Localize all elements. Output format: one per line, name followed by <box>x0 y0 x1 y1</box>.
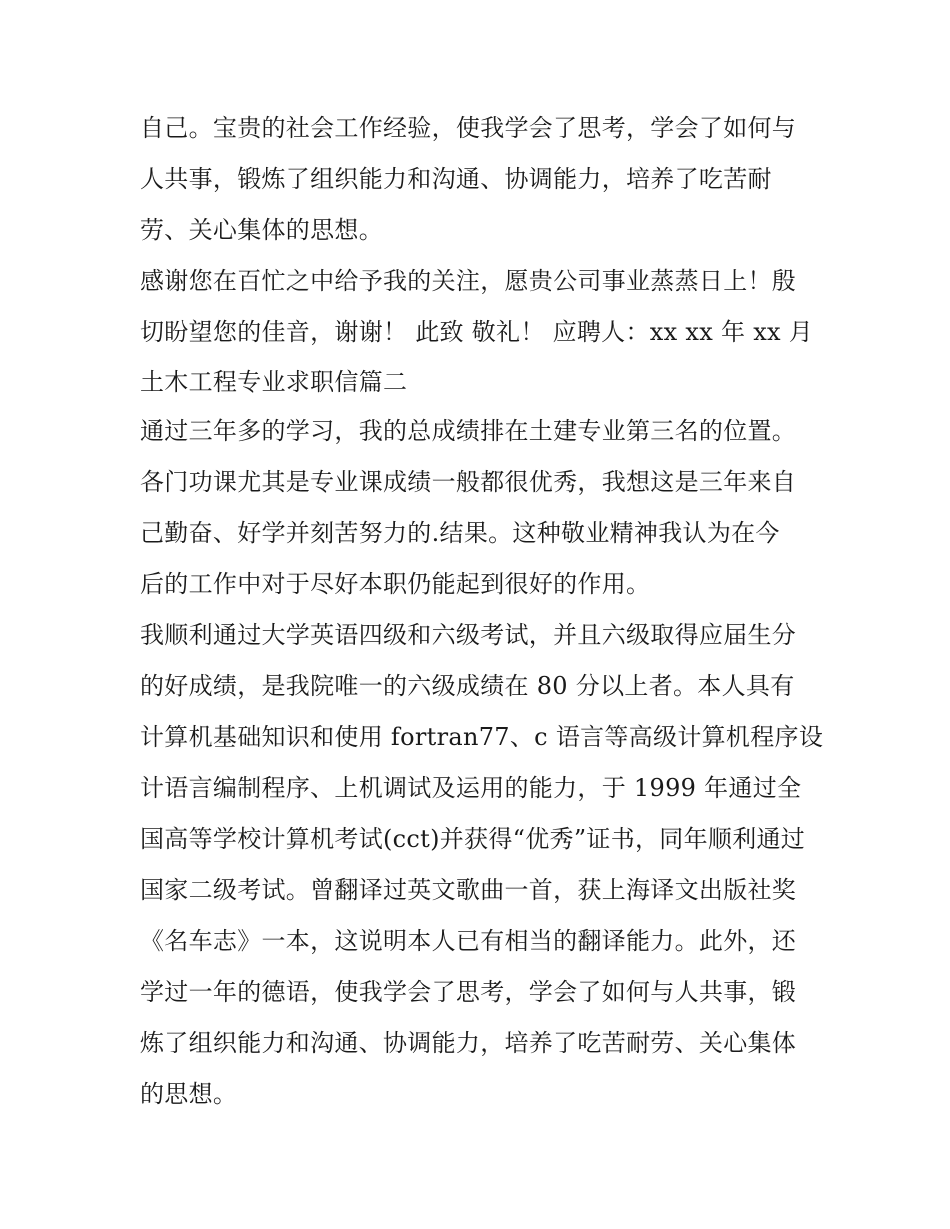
text-line: 各门功课尤其是专业课成绩一般都很优秀，我想这是三年来自 <box>140 468 797 496</box>
text-line: 自己。宝贵的社会工作经验，使我学会了思考，学会了如何与 <box>140 114 797 142</box>
text-line: 国高等学校计算机考试(cct)并获得“优秀”证书，同年顺利通过 <box>140 825 806 853</box>
text-line: 己勤奋、好学并刻苦努力的.结果。这种敬业精神我认为在今 <box>140 519 780 547</box>
section-heading: 土木工程专业求职信篇二 <box>140 368 408 396</box>
text-line: 感谢您在百忙之中给予我的关注，愿贵公司事业蒸蒸日上！殷 <box>140 267 797 295</box>
text-line: 《名车志》一本，这说明本人已有相当的翻译能力。此外，还 <box>140 927 797 955</box>
text-line: 学过一年的德语，使我学会了思考，学会了如何与人共事，锻 <box>140 978 797 1006</box>
text-line: 我顺利通过大学英语四级和六级考试，并且六级取得应届生分 <box>140 621 797 649</box>
text-line: 的思想。 <box>140 1080 238 1108</box>
text-line: 人共事，锻炼了组织能力和沟通、协调能力，培养了吃苦耐 <box>140 165 772 193</box>
paragraph-academic <box>140 406 820 610</box>
text-line: 通过三年多的学习，我的总成绩排在土建专业第三名的位置。 <box>140 417 797 445</box>
text-line: 炼了组织能力和沟通、协调能力，培养了吃苦耐劳、关心集体 <box>140 1029 797 1057</box>
text-line: 计算机基础知识和使用 fortran77、c 语言等高级计算机程序设 <box>140 723 824 751</box>
text-line: 劳、关心集体的思想。 <box>140 216 383 244</box>
paragraph-skills <box>140 610 824 1120</box>
text-line: 后的工作中对于尽好本职仍能起到很好的作用。 <box>140 570 651 598</box>
paragraph-social-experience <box>140 103 820 256</box>
text-line: 切盼望您的佳音，谢谢！ 此致 敬礼！ 应聘人：xx xx 年 xx 月 <box>140 318 814 346</box>
document-body <box>140 103 824 1120</box>
paragraph-closing <box>140 256 820 358</box>
text-line: 国家二级考试。曾翻译过英文歌曲一首，获上海译文出版社奖 <box>140 876 797 904</box>
text-line: 计语言编制程序、上机调试及运用的能力，于 1999 年通过全 <box>140 774 802 802</box>
text-line: 的好成绩，是我院唯一的六级成绩在 80 分以上者。本人具有 <box>140 672 795 700</box>
